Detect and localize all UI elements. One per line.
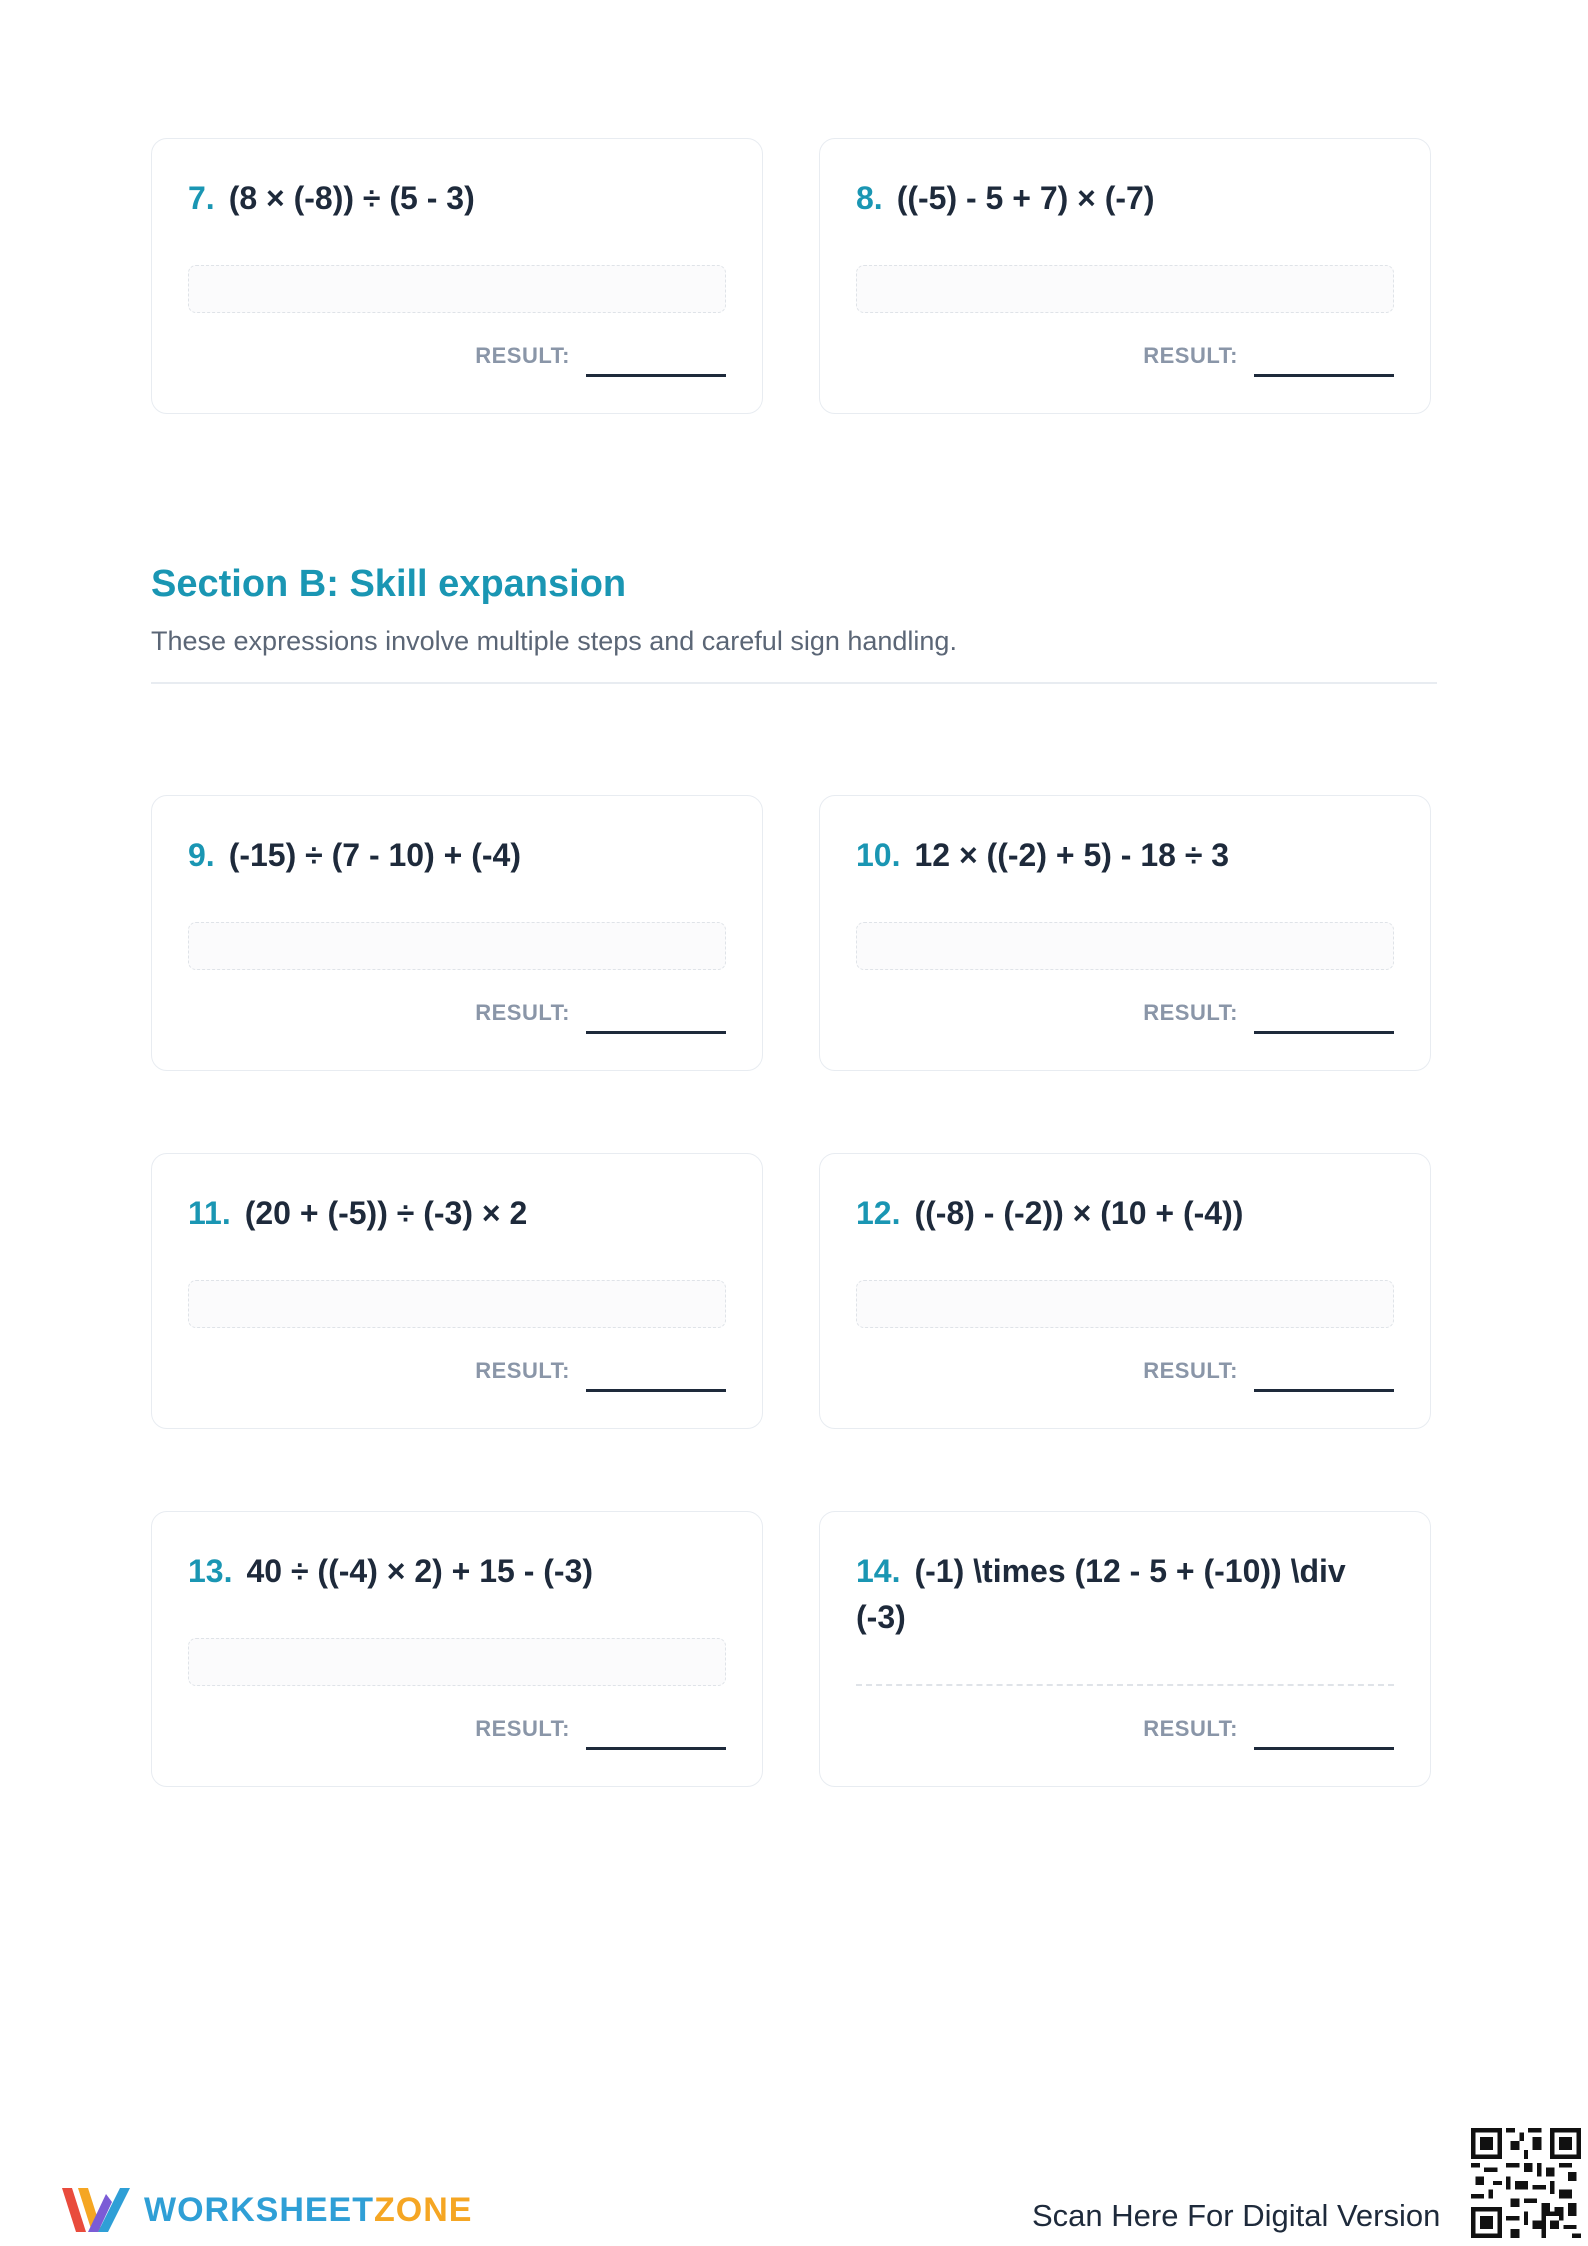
problem-question [188, 1190, 726, 1236]
problem-question [856, 175, 1394, 221]
problem-expression: 12 × ((-2) + 5) - 18 ÷ 3 [914, 837, 1230, 873]
problem-question [188, 1548, 726, 1594]
problem-card-10 [819, 795, 1431, 1071]
result-answer-line[interactable] [586, 1747, 726, 1750]
result-label: RESULT: [475, 343, 570, 368]
problem-number: 10. [856, 837, 901, 873]
problem-expression: (20 + (-5)) ÷ (-3) × 2 [244, 1195, 528, 1231]
work-area[interactable] [188, 922, 726, 970]
problem-card-9 [151, 795, 763, 1071]
problem-card-8 [819, 138, 1431, 414]
scan-text: Scan Here For Digital Version [1032, 2198, 1441, 2233]
result-label: RESULT: [1143, 1000, 1238, 1025]
problem-expression: ((-5) - 5 + 7) × (-7) [896, 180, 1155, 216]
section-divider [151, 682, 1437, 684]
problem-expression: 40 ÷ ((-4) × 2) + 15 - (-3) [246, 1553, 594, 1589]
problem-card-13 [151, 1511, 763, 1787]
problem-question [856, 832, 1394, 878]
work-area[interactable] [188, 265, 726, 313]
logo-wordmark [144, 2191, 472, 2230]
problem-card-12 [819, 1153, 1431, 1429]
result-answer-line[interactable] [1254, 374, 1394, 377]
logo-part2: ZONE [374, 2190, 473, 2229]
problem-number: 9. [188, 837, 215, 873]
problem-number: 13. [188, 1553, 233, 1589]
qr-code-icon[interactable] [1471, 2128, 1581, 2238]
problem-number: 8. [856, 180, 883, 216]
problem-expression: ((-8) - (-2)) × (10 + (-4)) [914, 1195, 1244, 1231]
result-answer-line[interactable] [1254, 1389, 1394, 1392]
problem-card-7 [151, 138, 763, 414]
result-answer-line[interactable] [1254, 1031, 1394, 1034]
work-area[interactable] [856, 1280, 1394, 1328]
result-answer-line[interactable] [1254, 1747, 1394, 1750]
problem-card-14 [819, 1511, 1431, 1787]
problem-number: 11. [188, 1195, 231, 1231]
section-title: Section B: Skill expansion [151, 563, 627, 605]
result-label: RESULT: [475, 1716, 570, 1741]
result-label: RESULT: [475, 1358, 570, 1383]
work-area[interactable] [856, 265, 1394, 313]
result-label: RESULT: [475, 1000, 570, 1025]
problem-expression: (8 × (-8)) ÷ (5 - 3) [228, 180, 475, 216]
result-answer-line[interactable] [586, 1031, 726, 1034]
section-description: These expressions involve multiple steps and careful sign handling. [151, 626, 957, 656]
result-label: RESULT: [1143, 343, 1238, 368]
logo-part1: WORKSHEET [144, 2190, 374, 2229]
problem-expression: (-15) ÷ (7 - 10) + (-4) [228, 837, 521, 873]
result-answer-line[interactable] [586, 1389, 726, 1392]
problem-number: 14. [856, 1553, 901, 1589]
worksheetzone-logo [58, 2180, 472, 2240]
problem-expression: (-1) \times (12 - 5 + (-10)) \div (-3) [856, 1553, 1346, 1635]
work-area[interactable] [856, 922, 1394, 970]
work-area[interactable] [188, 1638, 726, 1686]
work-area[interactable] [188, 1280, 726, 1328]
problem-question [856, 1190, 1394, 1236]
problem-number: 12. [856, 1195, 901, 1231]
result-label: RESULT: [1143, 1358, 1238, 1383]
result-answer-line[interactable] [586, 374, 726, 377]
logo-w-icon [58, 2182, 134, 2238]
problem-question [188, 832, 726, 878]
problem-number: 7. [188, 180, 215, 216]
problem-card-11 [151, 1153, 763, 1429]
problem-question [188, 175, 726, 221]
problem-question [856, 1548, 1394, 1640]
work-area[interactable] [856, 1684, 1394, 1686]
result-label: RESULT: [1143, 1716, 1238, 1741]
